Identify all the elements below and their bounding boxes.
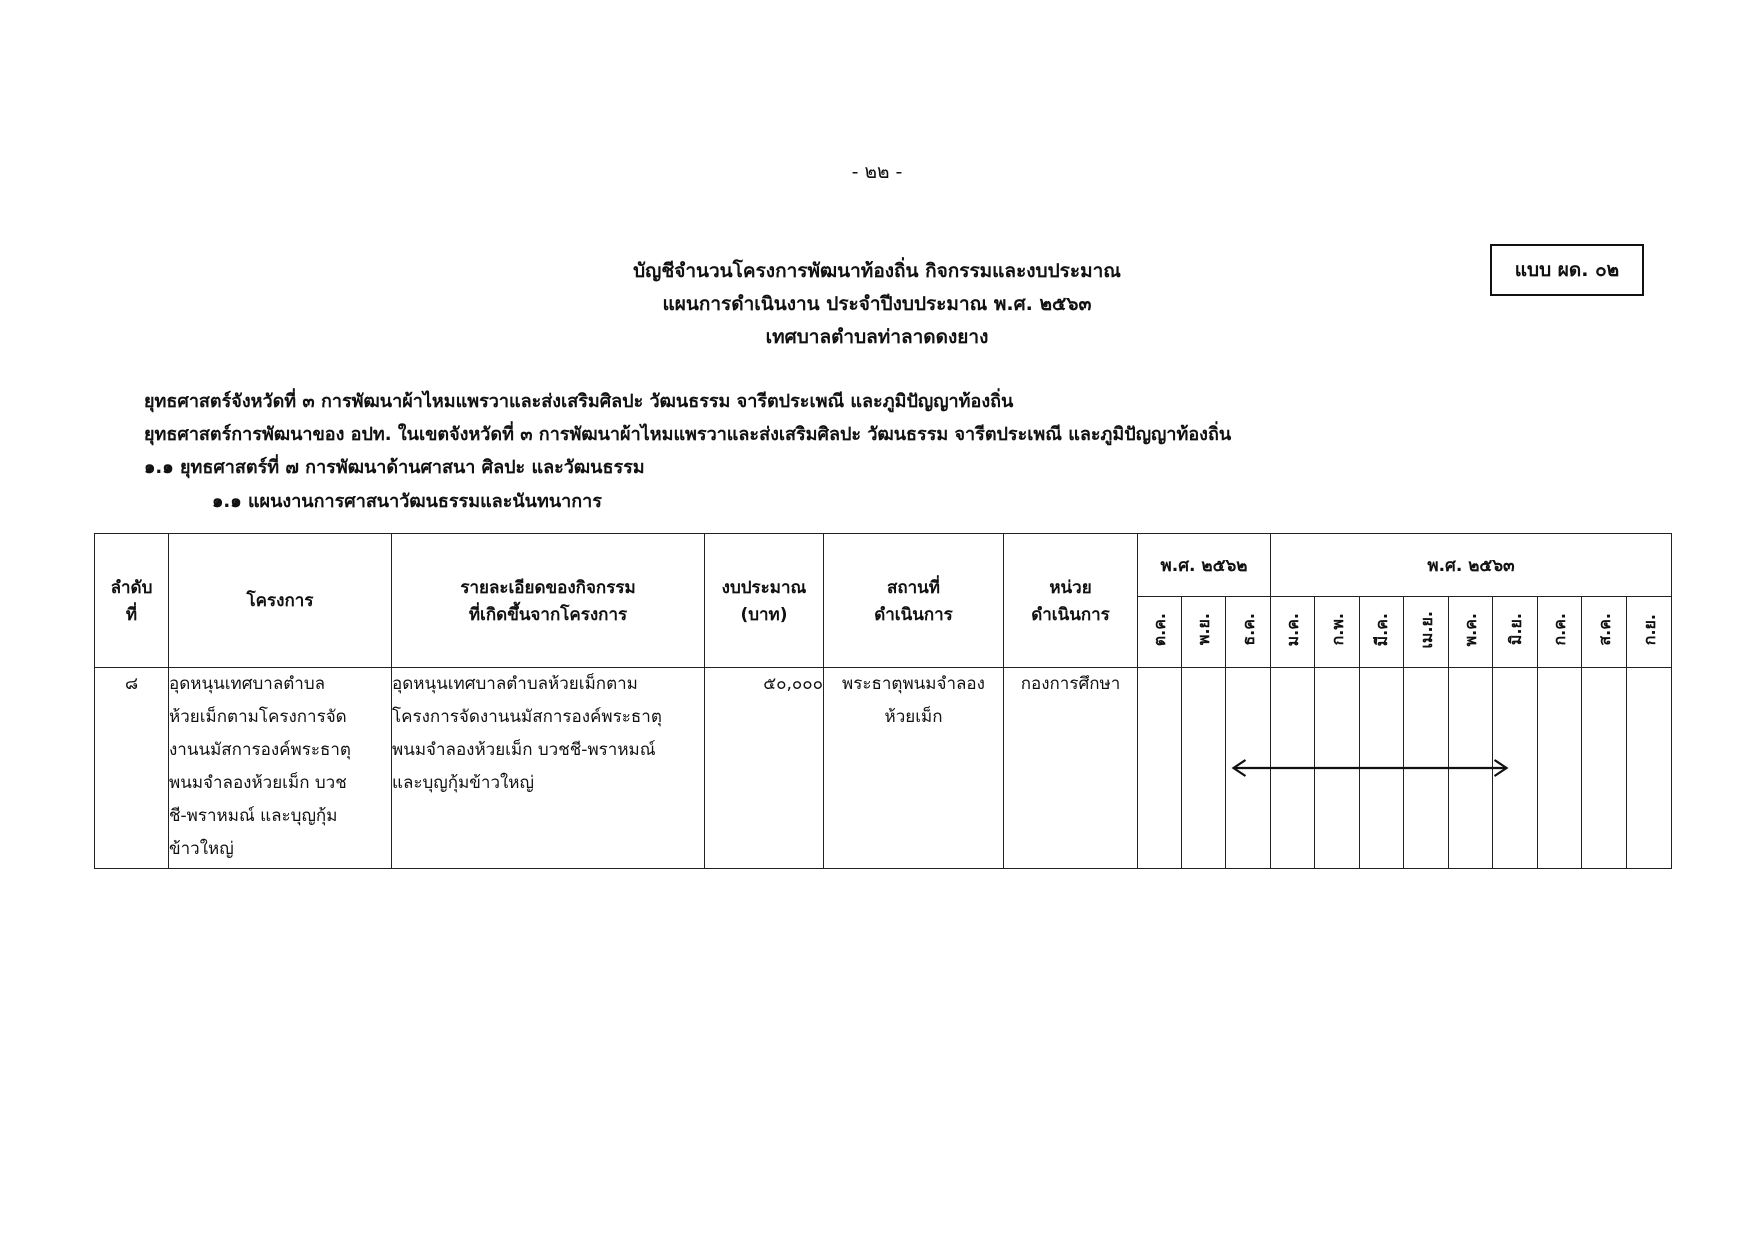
timeline-cell-sep [1627, 668, 1672, 869]
month-sep: ก.ย. [1627, 597, 1672, 668]
header-project: โครงการ [169, 534, 392, 668]
province-strategy: ยุทธศาสตร์จังหวัดที่ ๓ การพัฒนาผ้าไหมแพรวาและส่งเสริมศิลปะ วัฒนธรรม จารีตประเพณี และภูมิปัญญาท้องถิ่น [144, 391, 1014, 412]
document-subtitle-plan: แผนการดำเนินงาน ประจำปีงบประมาณ พ.ศ. ๒๕๖๓ [662, 293, 1092, 315]
header-location: สถานที่ ดำเนินการ [824, 534, 1004, 668]
page-number: - ๒๒ - [851, 161, 903, 183]
row-budget: ๕๐,๐๐๐ [705, 668, 824, 869]
work-plan: ๑.๑ แผนงานการศาสนาวัฒนธรรมและนันทนาการ [212, 491, 602, 512]
month-dec: ธ.ค. [1226, 597, 1271, 668]
month-jan: ม.ค. [1271, 597, 1315, 668]
month-aug: ส.ค. [1582, 597, 1627, 668]
local-strategy: ยุทธศาสตร์การพัฒนาของ อปท. ในเขตจังหวัดที่ ๓ การพัฒนาผ้าไหมแพรวาและส่งเสริมศิลปะ วัฒนธรรม จารีตประเพณี และภูมิปัญญาท้องถิ่น [144, 424, 1232, 445]
month-oct: ต.ค. [1138, 597, 1182, 668]
timeline-cell-jun [1493, 668, 1538, 869]
timeline-cell-mar [1360, 668, 1404, 869]
header-year-2563: พ.ศ. ๒๕๖๓ [1271, 534, 1672, 597]
row-location: พระธาตุพนมจำลอง ห้วยเม็ก [824, 668, 1004, 869]
timeline-cell-may [1449, 668, 1493, 869]
month-may: พ.ค. [1449, 597, 1493, 668]
document-title: บัญชีจำนวนโครงการพัฒนาท้องถิ่น กิจกรรมและงบประมาณ [633, 260, 1121, 282]
header-agency: หน่วย ดำเนินการ [1004, 534, 1138, 668]
timeline-cell-oct [1138, 668, 1182, 869]
month-jun: มิ.ย. [1493, 597, 1538, 668]
timeline-cell-feb [1315, 668, 1360, 869]
row-number: ๘ [95, 668, 169, 869]
row-project: อุดหนุนเทศบาลตำบล ห้วยเม็กตามโครงการจัด งานนมัสการองค์พระธาตุ พนมจำลองห้วยเม็ก บวช ชี-พราหมณ์ และบุญกุ้ม ข้าวใหญ่ [169, 668, 392, 869]
document-subtitle-municipality: เทศบาลตำบลท่าลาดดงยาง [765, 326, 989, 348]
timeline-cell-jul [1538, 668, 1582, 869]
header-details: รายละเอียดของกิจกรรม ที่เกิดขึ้นจากโครงการ [392, 534, 705, 668]
header-budget: งบประมาณ (บาท) [705, 534, 824, 668]
timeline-cell-dec [1226, 668, 1271, 869]
timeline-cell-apr [1404, 668, 1449, 869]
header-year-2562: พ.ศ. ๒๕๖๒ [1138, 534, 1271, 597]
timeline-cell-jan [1271, 668, 1315, 869]
month-feb: ก.พ. [1315, 597, 1360, 668]
timeline-cell-nov [1182, 668, 1226, 869]
row-details: อุดหนุนเทศบาลตำบลห้วยเม็กตาม โครงการจัดงานนมัสการองค์พระธาตุ พนมจำลองห้วยเม็ก บวชชี-พราหมณ์ และบุญกุ้มข้าวใหญ่ [392, 668, 705, 869]
month-nov: พ.ย. [1182, 597, 1226, 668]
header-no: ลำดับ ที่ [95, 534, 169, 668]
table-row [95, 668, 1672, 869]
strategy-item: ๑.๑ ยุทธศาสตร์ที่ ๗ การพัฒนาด้านศาสนา ศิลปะ และวัฒนธรรม [144, 457, 645, 478]
row-agency: กองการศึกษา [1004, 668, 1138, 869]
month-mar: มี.ค. [1360, 597, 1404, 668]
month-jul: ก.ค. [1538, 597, 1582, 668]
month-apr: เม.ย. [1404, 597, 1449, 668]
form-code-box: แบบ ผด. ๐๒ [1490, 244, 1644, 296]
project-plan-table [94, 533, 1672, 869]
timeline-cell-aug [1582, 668, 1627, 869]
